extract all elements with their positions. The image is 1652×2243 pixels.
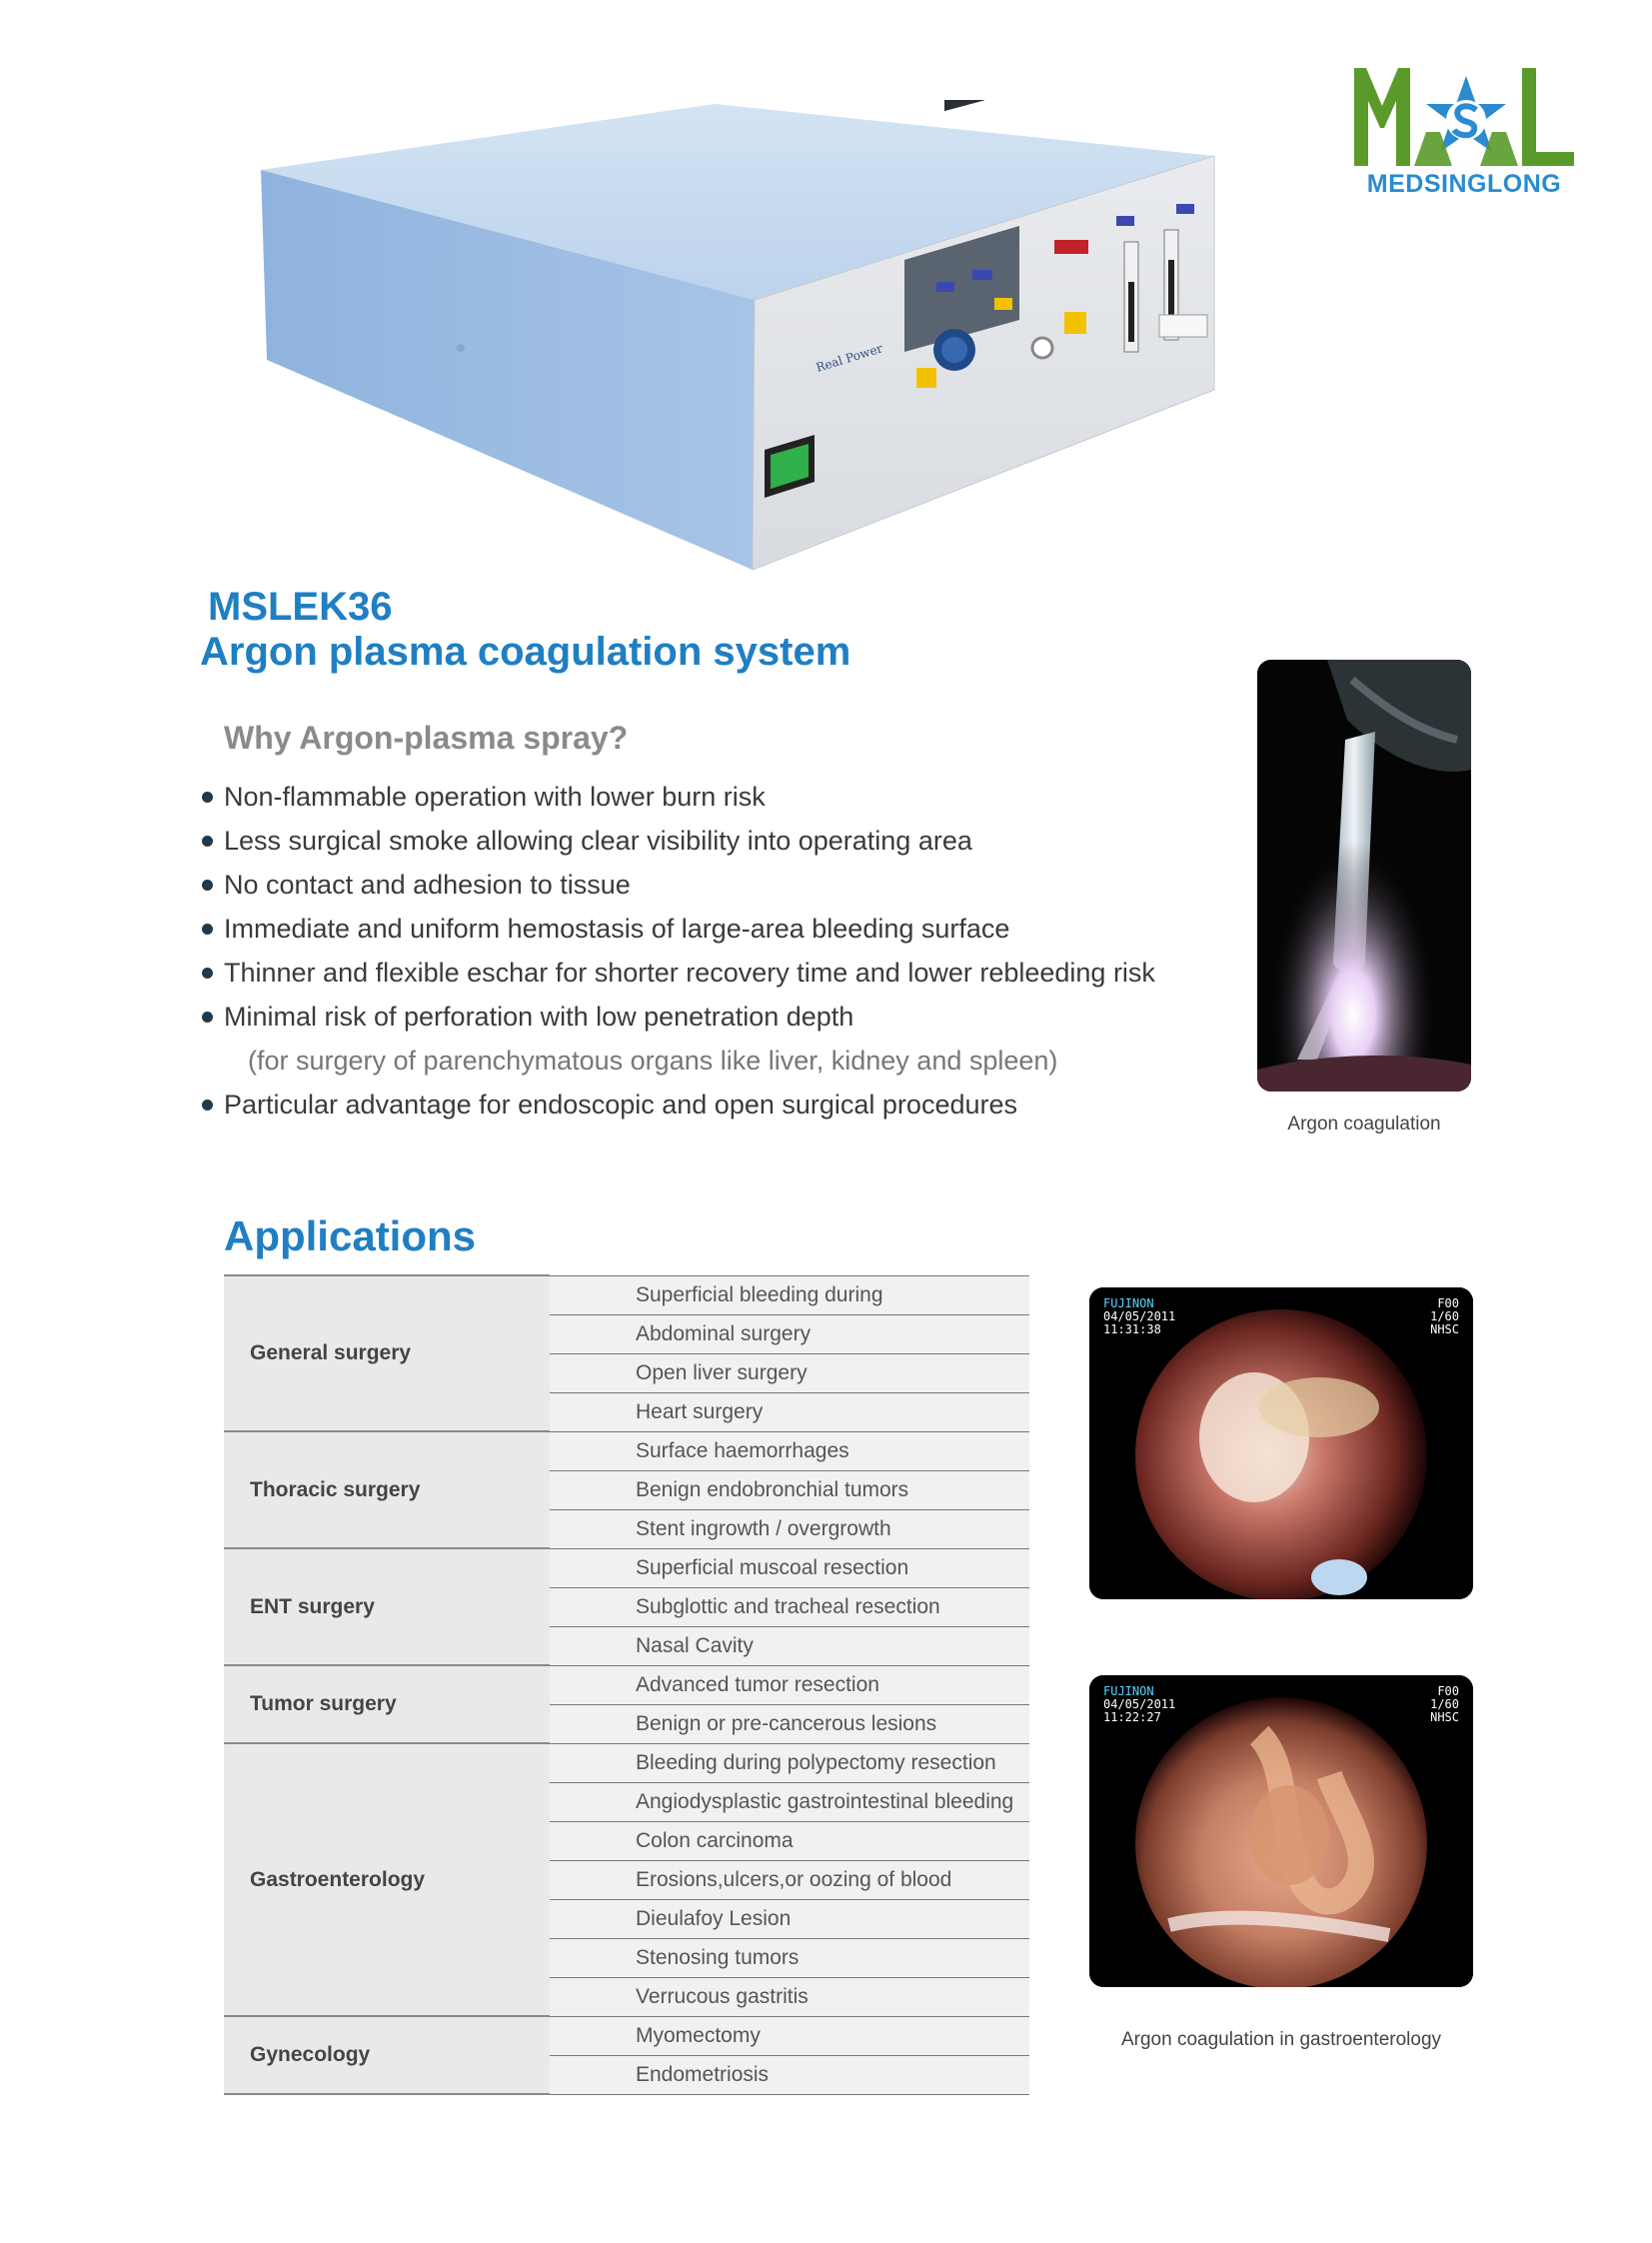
table-row [224,1743,1029,1782]
svg-text:11:22:27: 11:22:27 [1103,1710,1161,1724]
application-cell: Open liver surgery [550,1353,1029,1392]
svg-text:1/60: 1/60 [1430,1309,1459,1323]
benefits-list [198,775,1247,1126]
benefit-item: Particular advantage for endoscopic and open surgical procedures [198,1083,1247,1126]
application-cell: Myomectomy [550,2016,1029,2055]
argon-coagulation-photo [1257,660,1471,1092]
applications-heading: Applications [224,1212,477,1259]
application-cell: Benign or pre-cancerous lesions [550,1704,1029,1743]
application-cell: Angiodysplastic gastrointestinal bleeding [550,1782,1029,1821]
table-row [224,1548,1029,1587]
medsinglong-logo [1354,66,1574,206]
svg-text:FUJINON: FUJINON [1103,1296,1154,1310]
application-cell: Nasal Cavity [550,1626,1029,1665]
application-cell: Abdominal surgery [550,1314,1029,1353]
product-name: Argon plasma coagulation system [200,630,851,674]
application-cell: Stent ingrowth / overgrowth [550,1509,1029,1548]
endoscopy-photo-2 [1089,1675,1473,1987]
table-row [224,1665,1029,1704]
application-cell: Subglottic and tracheal resection [550,1587,1029,1626]
svg-text:Real Power: Real Power [814,341,884,375]
table-row [224,1275,1029,1314]
bullet-dot-icon [202,1100,213,1111]
svg-text:NHSC: NHSC [1430,1322,1459,1336]
application-cell: Endometriosis [550,2055,1029,2094]
table-row [224,2016,1029,2055]
application-cell: Heart surgery [550,1392,1029,1431]
application-cell: Surface haemorrhages [550,1431,1029,1470]
application-cell: Benign endobronchial tumors [550,1470,1029,1509]
bullet-dot-icon [202,1012,213,1023]
category-cell: Gastroenterology [224,1743,550,2016]
benefit-item: Immediate and uniform hemostasis of large-area bleeding surface [198,907,1247,951]
benefit-item: Minimal risk of perforation with low penetration depth [198,995,1247,1039]
svg-text:NHSC: NHSC [1430,1710,1459,1724]
svg-text:F00: F00 [1437,1296,1459,1310]
table-row [224,1431,1029,1470]
category-cell: Thoracic surgery [224,1431,550,1548]
svg-text:04/05/2011: 04/05/2011 [1103,1697,1176,1711]
application-cell: Colon carcinoma [550,1821,1029,1860]
benefit-item: Thinner and flexible eschar for shorter recovery time and lower rebleeding risk [198,951,1247,995]
bullet-dot-icon [202,836,213,847]
svg-text:04/05/2011: 04/05/2011 [1103,1309,1176,1323]
applications-table [224,1274,1029,2095]
application-cell: Superficial bleeding during [550,1275,1029,1314]
endoscopy-photo-1 [1089,1287,1473,1599]
why-heading: Why Argon-plasma spray? [224,720,629,756]
argon-caption: Argon coagulation [1287,1114,1441,1134]
benefit-note: (for surgery of parenchymatous organs like liver, kidney and spleen) [248,1046,1058,1076]
benefit-item: Less surgical smoke allowing clear visibility into operating area [198,819,1247,863]
bullet-dot-icon [202,880,213,891]
application-cell: Bleeding during polypectomy resection [550,1743,1029,1782]
bullet-dot-icon [202,792,213,803]
svg-text:FUJINON: FUJINON [1103,1684,1154,1698]
bullet-dot-icon [202,968,213,979]
category-cell: General surgery [224,1275,550,1431]
benefit-item: Non-flammable operation with lower burn risk [198,775,1247,819]
bullet-dot-icon [202,924,213,935]
application-cell: Erosions,ulcers,or oozing of blood [550,1860,1029,1899]
apc-device-image [255,100,1254,580]
application-cell: Dieulafoy Lesion [550,1899,1029,1938]
benefit-item: No contact and adhesion to tissue [198,863,1247,907]
application-cell: Stenosing tumors [550,1938,1029,1977]
svg-text:F00: F00 [1437,1684,1459,1698]
application-cell: Verrucous gastritis [550,1977,1029,2016]
category-cell: Gynecology [224,2016,550,2094]
product-model: MSLEK36 [208,585,393,629]
category-cell: ENT surgery [224,1548,550,1665]
svg-text:11:31:38: 11:31:38 [1103,1322,1161,1336]
application-cell: Advanced tumor resection [550,1665,1029,1704]
svg-text:1/60: 1/60 [1430,1697,1459,1711]
application-cell: Superficial muscoal resection [550,1548,1029,1587]
logo-mark-icon [1354,66,1574,170]
logo-text: MEDSINGLONG [1366,170,1562,198]
gastro-caption: Argon coagulation in gastroenterology [1120,2029,1442,2050]
category-cell: Tumor surgery [224,1665,550,1743]
